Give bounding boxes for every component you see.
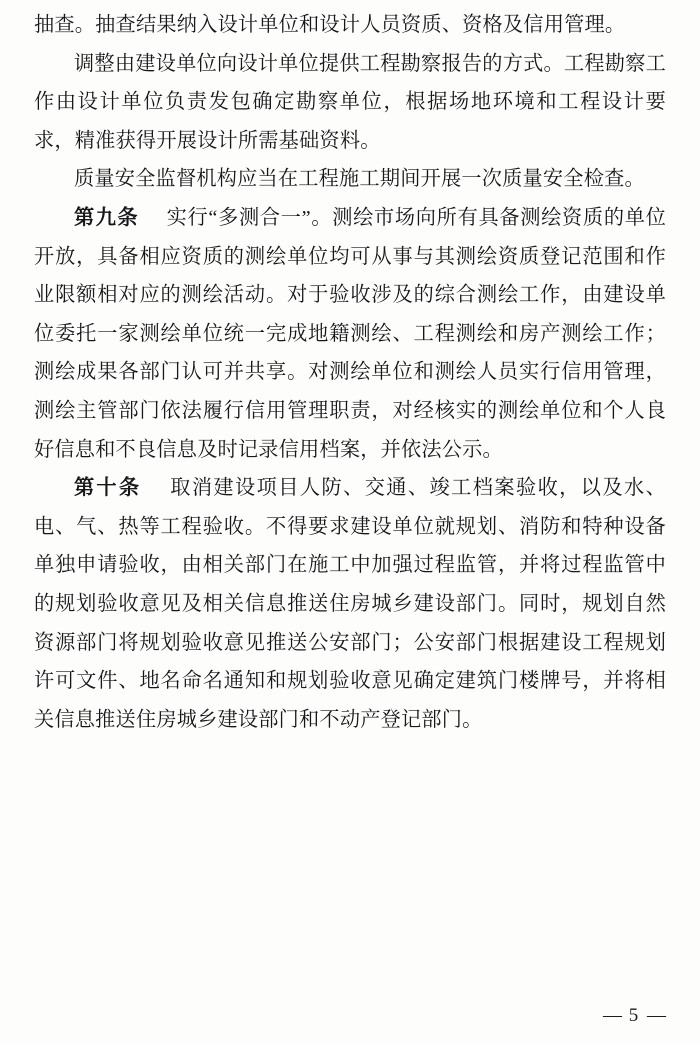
paragraph-text: 实行“多测合一”。测绘市场向所有具备测绘资质的单位开放，具备相应资质的测绘单位均可从事与其测绘资质登记范围和作业限额相对应的测绘活动。对于验收涉及的综合测绘工作，由建设单位委托一家测绘单位统一完成地籍测绘、工程测绘和房产测绘工作；测绘成果各部门认可并共享。对测绘单位和测绘人员实行信用管理，测绘主管部门依法履行信用管理职责，对经核实的测绘单位和个人良好信息和不良信息及时记录信用档案，并依法公示。 <box>34 206 667 461</box>
paragraph-article-ten <box>34 469 666 739</box>
paragraph-text: 质量安全监督机构应当在工程施工期间开展一次质量安全检查。 <box>74 168 645 191</box>
paragraph <box>34 6 666 45</box>
article-label: 第九条 <box>74 206 140 229</box>
article-label: 第十条 <box>74 477 142 500</box>
paragraph-text: 调整由建设单位向设计单位提供工程勘察报告的方式。工程勘察工作由设计单位负责发包确定勘察单位，根据场地环境和工程设计要求，精准获得开展设计所需基础资料。 <box>34 52 666 152</box>
page-number: 5 <box>628 1005 641 1026</box>
paragraph-text: 抽查。抽查结果纳入设计单位和设计人员资质、资格及信用管理。 <box>34 14 626 36</box>
paragraph-text: 取消建设项目人防、交通、竣工档案验收，以及水、电、气、热等工程验收。不得要求建设单位就规划、消防和特种设备单独申请验收，由相关部门在施工中加强过程监管，并将过程监管中的规划验收意见及相关信息推送住房城乡建设部门。同时，规划自然资源部门将规划验收意见推送公安部门；公安部门根据建设工程规划许可文件、地名命名通知和规划验收意见确定建筑门楼牌号，并将相关信息推送住房城乡建设部门和不动产登记部门。 <box>34 477 667 731</box>
paragraph-article-nine <box>34 199 666 469</box>
footer-dash-right: — <box>647 1005 666 1026</box>
document-body <box>34 6 666 739</box>
paragraph <box>34 45 666 161</box>
paragraph <box>34 160 666 199</box>
footer-dash-left: — <box>603 1005 622 1026</box>
page-footer <box>0 1005 666 1027</box>
